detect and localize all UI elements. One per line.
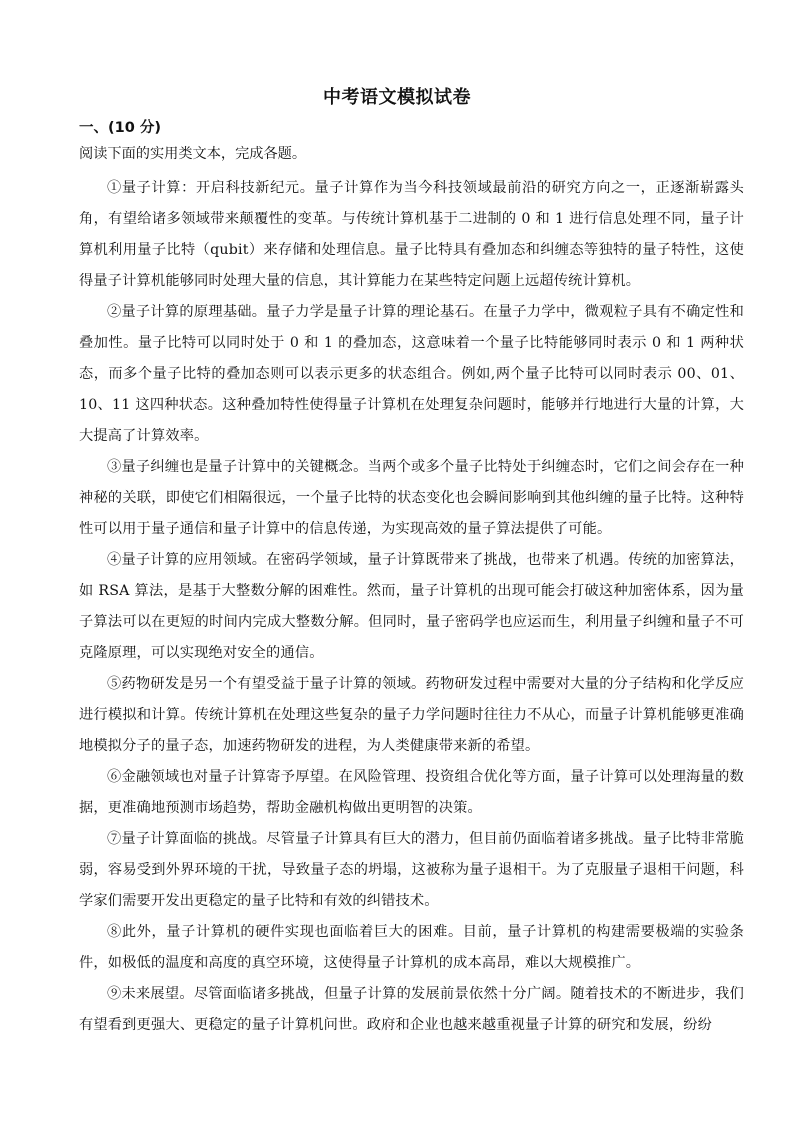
section-heading: 一、(10 分)	[79, 120, 161, 136]
page-title: 中考语文模拟试卷	[323, 87, 471, 108]
paragraph-1: ①量子计算：开启科技新纪元。量子计算作为当今科技领域最前沿的研究方向之一，正逐渐崭露头角，有望给诸多领域带来颠覆性的变革。与传统计算机基于二进制的 0 和 1 进行信息处理不同，量子计算机利用量子比特（qubit）来存储和处理信息。量子比特具有叠加态和纠缠态等独特的量子特性，这使得量子计算机能够同时处理大量的信息，其计算能力在某些特定问题上远超传统计算机。	[79, 180, 744, 289]
article-body	[79, 173, 744, 1041]
paragraph-4: ④量子计算的应用领域。在密码学领域，量子计算既带来了挑战，也带来了机遇。传统的加密算法，如 RSA 算法，是基于大整数分解的困难性。然而，量子计算机的出现可能会打破这种加密体系，因为量子算法可以在更短的时间内完成大整数分解。但同时，量子密码学也应运而生，利用量子纠缠和量子不可克隆原理，可以实现绝对安全的通信。	[79, 552, 744, 661]
paragraph-9: ⑨未来展望。尽管面临诸多挑战，但量子计算的发展前景依然十分广阔。随着技术的不断进步，我们有望看到更强大、更稳定的量子计算机问世。政府和企业也越来越重视量子计算的研究和发展，纷纷	[79, 986, 744, 1033]
paragraph-7: ⑦量子计算面临的挑战。尽管量子计算具有巨大的潜力，但目前仍面临着诸多挑战。量子比特非常脆弱，容易受到外界环境的干扰，导致量子态的坍塌，这被称为量子退相干。为了克服量子退相干问题，科学家们需要开发出更稳定的量子比特和有效的纠错技术。	[79, 831, 744, 909]
paragraph-5: ⑤药物研发是另一个有望受益于量子计算的领域。药物研发过程中需要对大量的分子结构和化学反应进行模拟和计算。传统计算机在处理这些复杂的量子力学问题时往往力不从心，而量子计算机能够更准确地模拟分子的量子态，加速药物研发的进程，为人类健康带来新的希望。	[79, 676, 744, 754]
paragraph-2: ②量子计算的原理基础。量子力学是量子计算的理论基石。在量子力学中，微观粒子具有不确定性和叠加性。量子比特可以同时处于 0 和 1 的叠加态，这意味着一个量子比特能够同时表示 0 和 1 两种状态，而多个量子比特的叠加态则可以表示更多的状态组合。例如,两个量子比特可以同时表示 00、01、10、11 这四种状态。这种叠加特性使得量子计算机在处理复杂问题时，能够并行地进行大量的计算，大大提高了计算效率。	[79, 304, 744, 444]
paragraph-6: ⑥金融领域也对量子计算寄予厚望。在风险管理、投资组合优化等方面，量子计算可以处理海量的数据，更准确地预测市场趋势，帮助金融机构做出更明智的决策。	[79, 769, 744, 816]
reading-instruction: 阅读下面的实用类文本，完成各题。	[79, 146, 307, 162]
paragraph-8: ⑧此外，量子计算机的硬件实现也面临着巨大的困难。目前，量子计算机的构建需要极端的实验条件，如极低的温度和高度的真空环境，这使得量子计算机的成本高昂，难以大规模推广。	[79, 924, 744, 971]
paragraph-3: ③量子纠缠也是量子计算中的关键概念。当两个或多个量子比特处于纠缠态时，它们之间会存在一种神秘的关联，即使它们相隔很远，一个量子比特的状态变化也会瞬间影响到其他纠缠的量子比特。这种特性可以用于量子通信和量子计算中的信息传递，为实现高效的量子算法提供了可能。	[79, 459, 744, 537]
